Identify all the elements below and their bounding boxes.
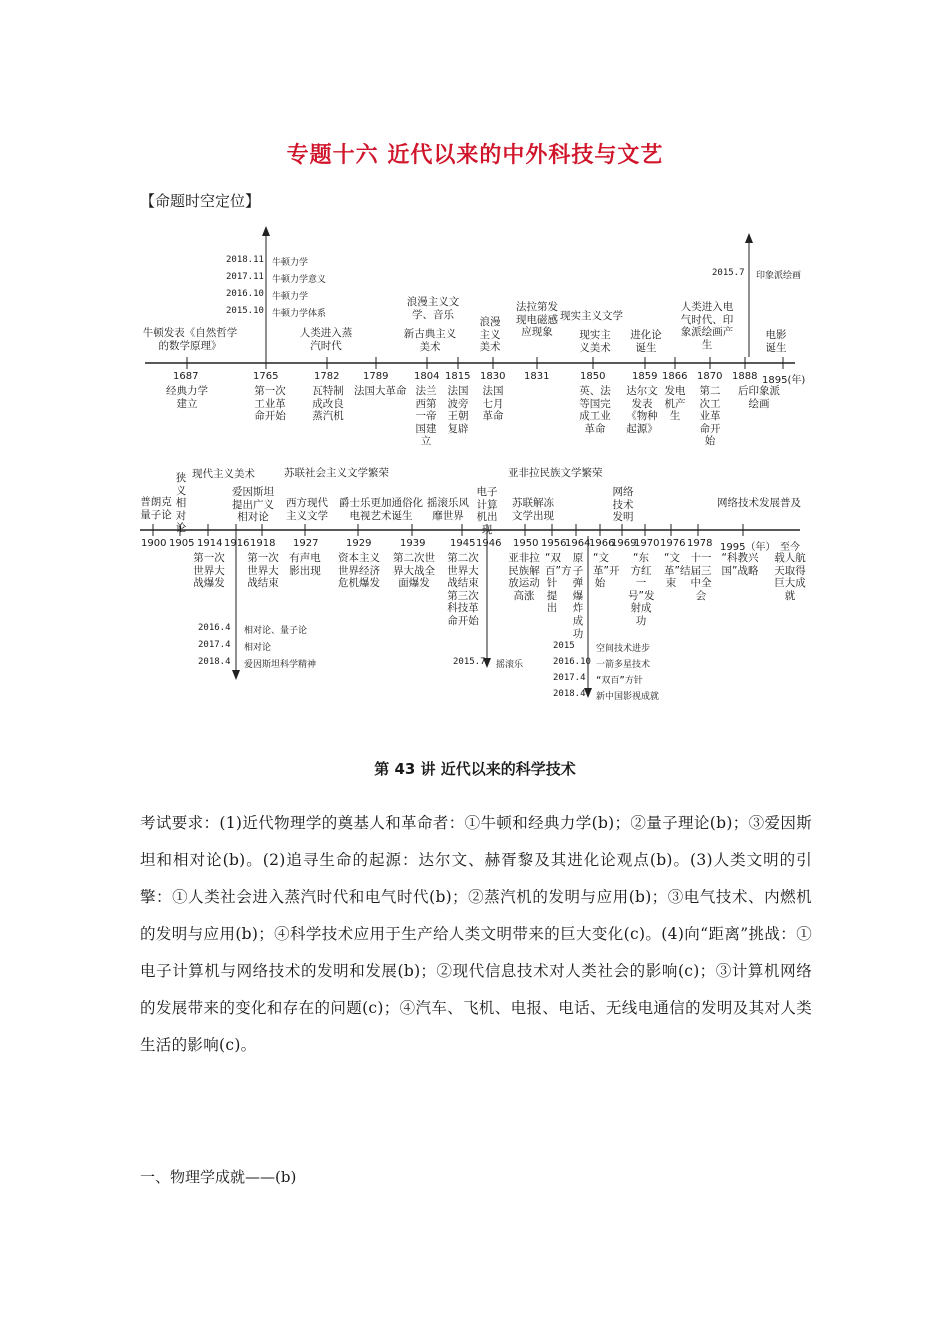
year-label: 1918	[250, 538, 276, 549]
event-label: 人类进入电气时代、印象派绘画产生	[680, 301, 734, 351]
note-date: 2018.4	[553, 689, 586, 699]
event-label: “文革”结束	[664, 552, 691, 590]
event-label: 亚非拉民族文学繁荣	[508, 467, 603, 479]
event-label: 人类进入蒸汽时代	[299, 327, 353, 352]
event-label: 摇滚乐风靡世界	[427, 497, 469, 522]
event-label: 浪漫主义文学、音乐	[406, 296, 460, 321]
year-label: 1939	[400, 538, 426, 549]
year-label: 1782	[314, 371, 340, 382]
note-date: 2017.4	[553, 673, 586, 683]
year-label: 1969	[611, 538, 637, 549]
year-label: 1815	[445, 371, 471, 382]
event-label: 载人航天取得巨大成就	[774, 552, 806, 602]
event-label: 苏联解冻文学出现	[512, 497, 554, 522]
note-date: 2016.10	[553, 657, 591, 667]
note-text: 牛顿力学意义	[272, 275, 327, 285]
event-label: 牛顿发表《自然哲学的数学原理》	[142, 327, 238, 352]
event-label: 苏联社会主义文学繁荣	[284, 467, 389, 479]
year-label: 1916	[224, 538, 250, 549]
year-label: 1946	[476, 538, 502, 549]
note-text: 相对论	[244, 643, 272, 653]
event-label: 狭义相对论	[175, 472, 187, 535]
event-label: “东方红一号”发射成功	[628, 552, 655, 627]
event-label: 第一次工业革命开始	[254, 385, 286, 423]
year-label: 1956	[541, 538, 567, 549]
event-label: 电影诞生	[765, 329, 787, 354]
exam-requirements: 考试要求：(1)近代物理学的奠基人和革命者：①牛顿和经典力学(b)；②量子理论(b)；③爱因斯坦和相对论(b)。(2)追寻生命的起源：达尔文、赫胥黎及其进化论观点(b)。(3)人类文明的引擎：①人类社会进入蒸汽时代和电气时代(b)；②蒸汽机的发明与应用(b)；③电气技术、内燃机的发明与应用(b)；④科学技术应用于生产给人类文明带来的巨大变化(c)。(4)向“距离”挑战：①电子计算机与网络技术的发明和发展(b)；②现代信息技术对人类社会的影响(c)；③计算机网络的发展带来的变化和存在的问题(c)；④汽车、飞机、电报、电话、无线电通信的发明及其对人类生活的影响(c)。	[140, 814, 812, 1054]
event-label: 发电机产生	[664, 385, 686, 423]
year-label: 1870	[697, 371, 723, 382]
event-label: 第二次世界大战全面爆发	[393, 552, 435, 590]
event-label: “科教兴国”战略	[721, 552, 759, 577]
year-label: 1945	[450, 538, 476, 549]
event-label: 法国波旁王朝复辟	[447, 385, 469, 435]
year-label: 1976	[660, 538, 686, 549]
event-label: 瓦特制成改良蒸汽机	[312, 385, 344, 423]
note-text: 摇滚乐	[496, 660, 524, 670]
note-date: 2015.10	[226, 306, 264, 316]
year-label: 至今	[780, 542, 800, 553]
year-label: 1970	[634, 538, 660, 549]
event-label: 后印象派绘画	[738, 385, 780, 410]
subsection-heading: 一、物理学成就——(b)	[140, 1168, 297, 1186]
note-text: 爱因斯坦科学精神	[244, 660, 317, 670]
event-label: 新古典主义美术	[403, 328, 457, 353]
event-label: 达尔文发表《物种起源》	[626, 385, 658, 435]
year-label: 1789	[363, 371, 389, 382]
event-label: 法国七月革命	[482, 385, 504, 423]
year-label: 1914	[197, 538, 223, 549]
note-date: 2016.4	[198, 623, 231, 633]
note-text: 一箭多星技术	[596, 660, 651, 670]
note-date: 2015.7	[453, 657, 486, 667]
event-label: 现代主义美术	[192, 468, 255, 480]
page-title: 专题十六 近代以来的中外科技与文艺	[286, 143, 664, 168]
event-label: “双百”方针提出	[545, 552, 572, 615]
year-label: 1995（年）	[720, 542, 776, 553]
event-label: 第一次世界大战结束	[247, 552, 279, 590]
note-date: 2018.4	[198, 657, 231, 667]
year-label: 1964	[565, 538, 591, 549]
year-label: 1687	[173, 371, 199, 382]
year-label: 1866	[662, 371, 688, 382]
note-text: 新中国影视成就	[596, 692, 660, 702]
event-label: 英、法等国完成工业革命	[579, 385, 611, 435]
event-label: 亚非拉民族解放运动高涨	[508, 552, 540, 602]
event-label: 法国大革命	[354, 385, 407, 397]
note-date: 2015.7	[712, 268, 745, 278]
event-label: 第二次世界大战结束第三次科技革命开始	[447, 552, 479, 627]
note-text: 牛顿力学	[272, 258, 309, 268]
event-label: 爵士乐更加通俗化电视艺术诞生	[339, 497, 423, 522]
event-label: 法拉第发现电磁感应现象	[516, 301, 558, 339]
year-label: 1850	[580, 371, 606, 382]
note-date: 2018.11	[226, 255, 264, 265]
event-label: 有声电影出现	[289, 552, 321, 577]
event-label: 现实主义文学	[560, 310, 623, 322]
note-date: 2017.11	[226, 272, 264, 282]
note-date: 2017.4	[198, 640, 231, 650]
note-text: “双百”方针	[596, 676, 643, 686]
year-label: 1804	[414, 371, 440, 382]
event-label: 第一次世界大战爆发	[193, 552, 225, 590]
year-label: 1859	[632, 371, 658, 382]
note-text: 牛顿力学	[272, 292, 309, 302]
event-label: 普朗克量子论	[140, 496, 172, 521]
event-label: 资本主义世界经济危机爆发	[338, 552, 380, 590]
note-text: 相对论、量子论	[244, 626, 308, 636]
event-label: 第二次工业革命开始	[699, 385, 721, 448]
year-label: 1978	[687, 538, 713, 549]
year-label: 1950	[513, 538, 539, 549]
note-text: 牛顿力学体系	[272, 309, 327, 319]
event-label: 浪漫主义美术	[479, 316, 501, 354]
year-label: 1888	[732, 371, 758, 382]
event-label: 十一届三中全会	[690, 552, 712, 602]
year-label: 1765	[253, 371, 279, 382]
event-label: 进化论诞生	[630, 329, 662, 354]
event-label: “文革”开始	[593, 552, 620, 590]
note-text: 空间技术进步	[596, 644, 651, 654]
year-label: 1830	[480, 371, 506, 382]
year-label: 1831	[524, 371, 550, 382]
note-date: 2016.10	[226, 289, 264, 299]
event-label: 原子弹爆炸成功	[572, 552, 584, 640]
note-date: 2015	[553, 641, 575, 651]
year-label: 1900	[141, 538, 167, 549]
event-label: 法兰西第一帝国建立	[415, 385, 437, 448]
event-label: 电子计算机出现	[476, 486, 498, 536]
lecture-title: 第 43 讲 近代以来的科学技术	[374, 760, 576, 778]
year-label: 1927	[293, 538, 319, 549]
year-label: 1905	[169, 538, 195, 549]
section-label: 【命题时空定位】	[140, 192, 261, 210]
event-label: 现实主义美术	[579, 329, 611, 354]
event-label: 爱因斯坦提出广义相对论	[232, 486, 274, 524]
event-label: 经典力学建立	[166, 385, 208, 410]
event-label: 网络技术发展普及	[717, 497, 801, 509]
year-label: 1895(年)	[762, 375, 806, 386]
event-label: 西方现代主义文学	[286, 497, 328, 522]
year-label: 1929	[346, 538, 372, 549]
event-label: 网络技术发明	[612, 486, 634, 524]
year-label: 1966	[589, 538, 615, 549]
note-text: 印象派绘画	[756, 271, 802, 281]
